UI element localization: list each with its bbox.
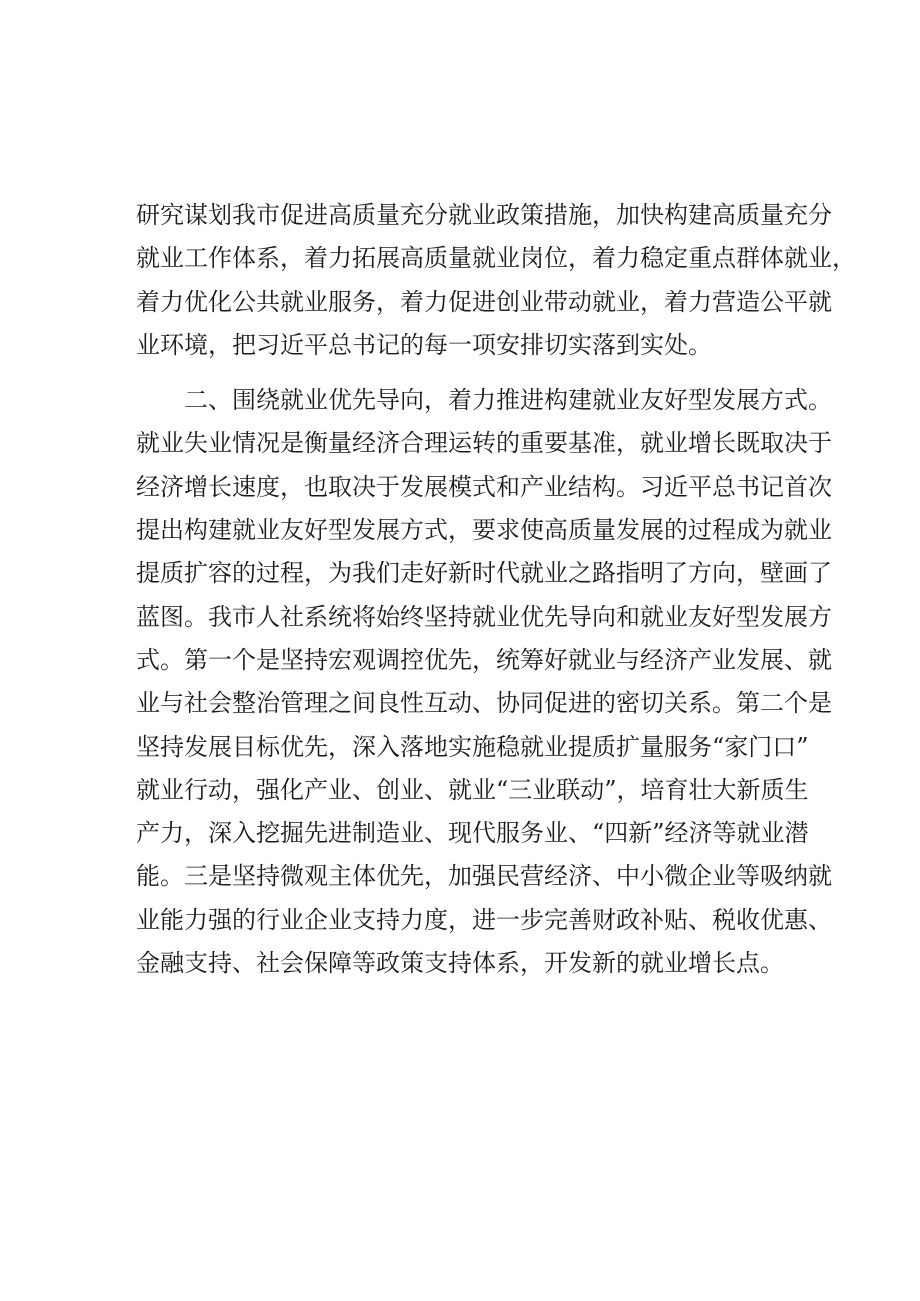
paragraph-line: 坚持发展目标优先，深入落地实施稳就业提质扩量服务“家门口” [136, 732, 809, 761]
paragraph-line: 业与社会整治管理之间良性互动、协同促进的密切关系。第二个是 [136, 689, 832, 718]
paragraph-line: 蓝图。我市人社系统将始终坚持就业优先导向和就业友好型发展方 [136, 602, 832, 631]
paragraph-line: 经济增长速度，也取决于发展模式和产业结构。习近平总书记首次 [136, 472, 832, 501]
paragraph-line: 业能力强的行业企业支持力度，进一步完善财政补贴、税收优惠、 [136, 905, 832, 934]
paragraph-line: 就业工作体系，着力拓展高质量就业岗位，着力稳定重点群体就业， [136, 244, 856, 273]
paragraph-line: 提出构建就业友好型发展方式，要求使高质量发展的过程成为就业 [136, 516, 832, 545]
section-heading: 二、围绕就业优先导向，着力推进构建就业友好型发展方式。 [184, 386, 832, 415]
paragraph-line: 能。三是坚持微观主体优先，加强民营经济、中小微企业等吸纳就 [136, 862, 832, 891]
paragraph-line: 就业行动，强化产业、创业、就业“三业联动”，培育壮大新质生 [136, 775, 809, 804]
paragraph-1 [136, 194, 856, 367]
document-body [136, 194, 856, 985]
paragraph-line: 式。第一个是坚持宏观调控优先，统筹好就业与经济产业发展、就 [136, 645, 832, 674]
paragraph-line: 提质扩容的过程，为我们走好新时代就业之路指明了方向，壁画了 [136, 559, 832, 588]
paragraph-line: 业环境，把习近平总书记的每一项安排切实落到实处。 [136, 330, 712, 359]
paragraph-line: 研究谋划我市促进高质量充分就业政策措施，加快构建高质量充分 [136, 201, 832, 229]
paragraph-line: 着力优化公共就业服务，着力促进创业带动就业，着力营造公平就 [136, 287, 832, 316]
paragraph-line: 就业失业情况是衡量经济合理运转的重要基准，就业增长既取决于 [136, 429, 832, 458]
paragraph-line: 金融支持、社会保障等政策支持体系，开发新的就业增长点。 [136, 949, 784, 978]
paragraph-2 [136, 379, 832, 985]
paragraph-line: 产力，深入挖掘先进制造业、现代服务业、“四新”经济等就业潜 [136, 819, 809, 848]
